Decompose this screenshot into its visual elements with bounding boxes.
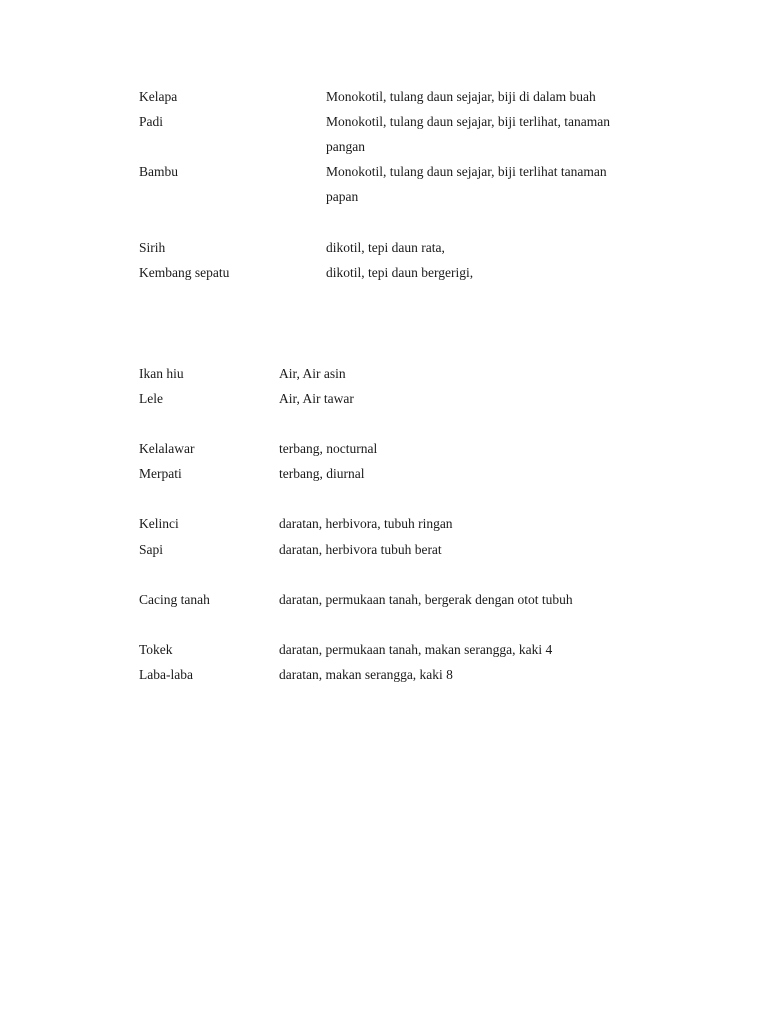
plant-name: Padi	[139, 114, 164, 129]
animal-description: daratan, herbivora tubuh berat	[279, 542, 442, 557]
animal-description: Air, Air asin	[279, 366, 346, 381]
plant-name: Kembang sepatu	[139, 265, 230, 280]
animal-name: Sapi	[139, 542, 164, 557]
plant-description: Monokotil, tulang daun sejajar, biji terlihat tanaman	[326, 164, 607, 179]
plant-description: Monokotil, tulang daun sejajar, biji di dalam buah	[326, 89, 596, 104]
animal-name: Kelalawar	[139, 441, 195, 456]
plant-name: Bambu	[139, 164, 178, 179]
plant-name: Sirih	[139, 240, 166, 255]
animal-name: Laba-laba	[139, 667, 193, 682]
plant-name: Kelapa	[139, 89, 178, 104]
animal-description: daratan, permukaan tanah, makan serangga, kaki 4	[279, 642, 553, 657]
animal-description: Air, Air tawar	[279, 391, 354, 406]
plant-description-continuation: pangan	[326, 139, 365, 154]
animal-name: Tokek	[139, 642, 173, 657]
animal-description: terbang, diurnal	[279, 466, 365, 481]
plant-description: dikotil, tepi daun rata,	[326, 240, 445, 255]
animal-description: daratan, makan serangga, kaki 8	[279, 667, 453, 682]
animal-name: Ikan hiu	[139, 366, 184, 381]
animal-name: Kelinci	[139, 516, 179, 531]
animal-name: Lele	[139, 391, 163, 406]
plant-description: Monokotil, tulang daun sejajar, biji terlihat, tanaman	[326, 114, 611, 129]
animal-name: Merpati	[139, 466, 182, 481]
animal-description: terbang, nocturnal	[279, 441, 378, 456]
animal-name: Cacing tanah	[139, 592, 210, 607]
plant-description-continuation: papan	[326, 189, 359, 204]
animal-description: daratan, herbivora, tubuh ringan	[279, 516, 453, 531]
animal-description: daratan, permukaan tanah, bergerak dengan otot tubuh	[279, 592, 573, 607]
plant-description: dikotil, tepi daun bergerigi,	[326, 265, 474, 280]
